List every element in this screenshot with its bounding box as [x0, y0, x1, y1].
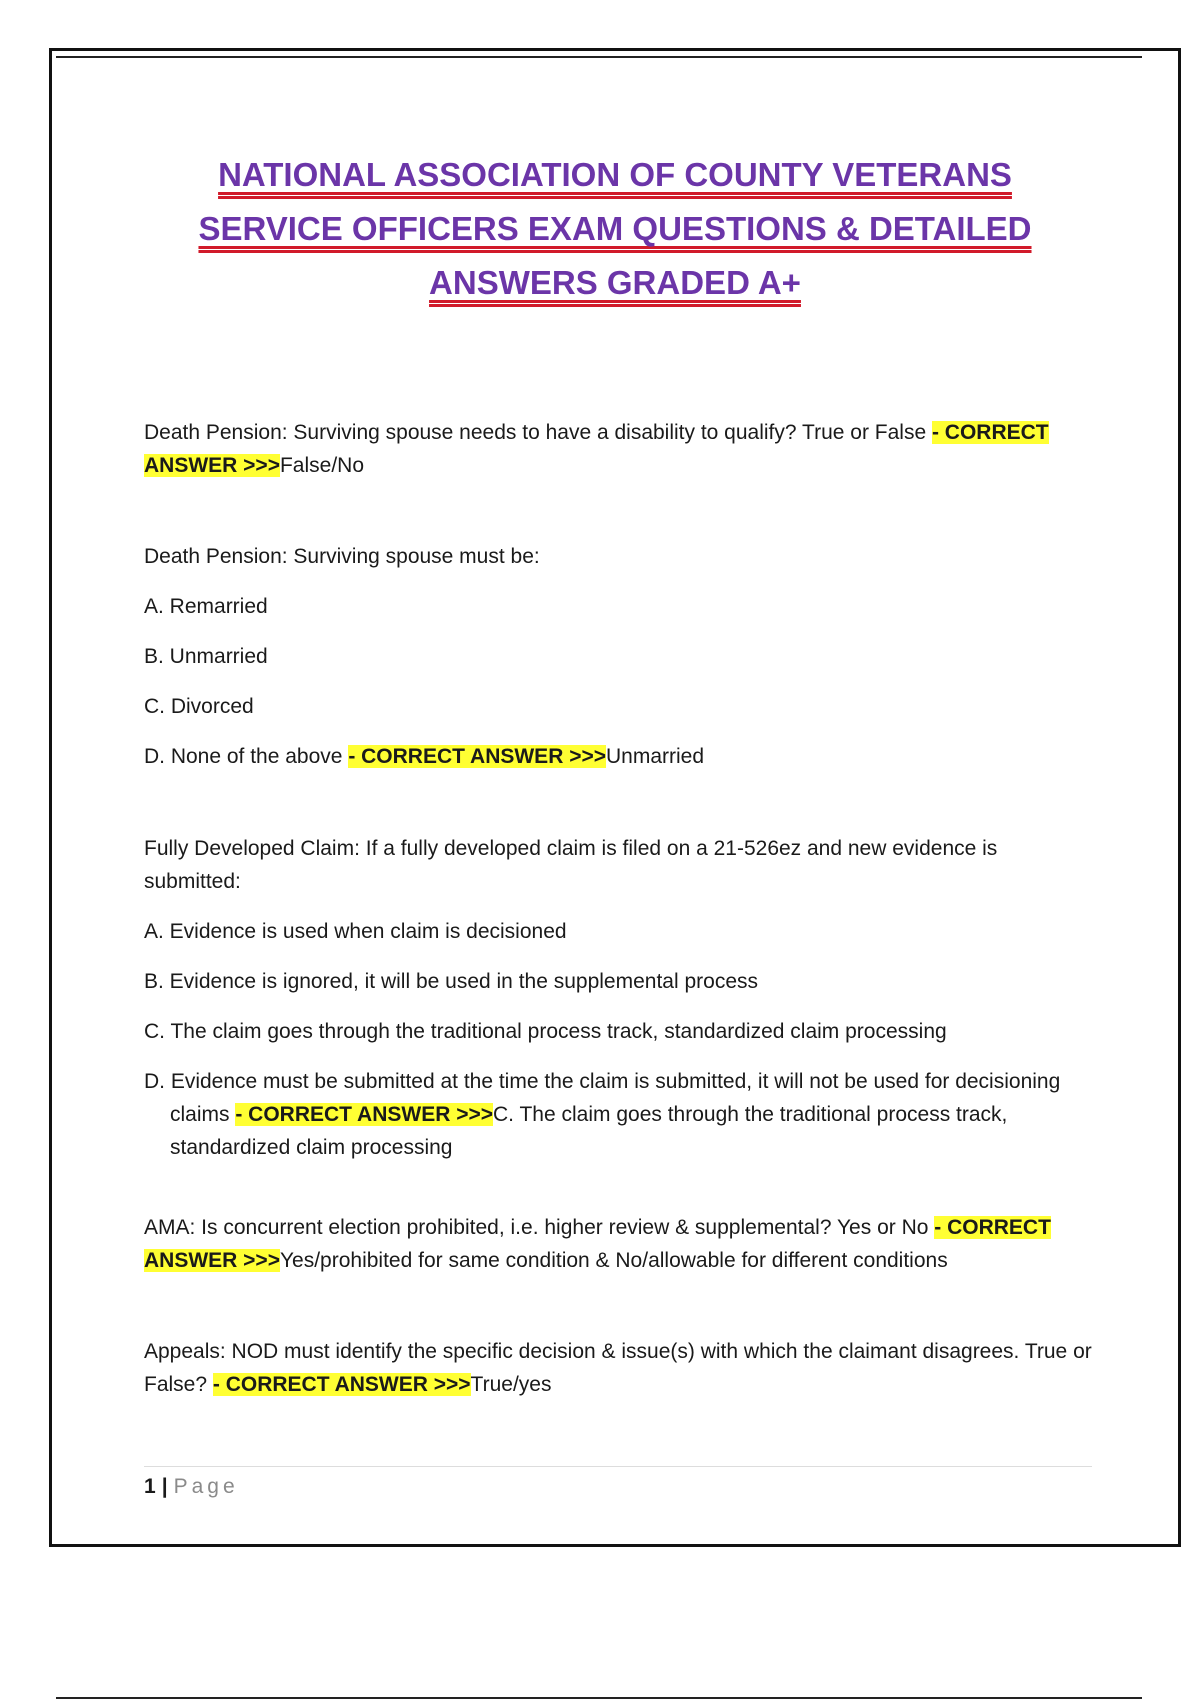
question-5: Appeals: NOD must identify the specific decision & issue(s) with which the claimant disagrees. True or False? - CORRECT ANSWER >>>True/yes	[144, 1340, 1092, 1396]
option-b: B. Unmarried	[144, 645, 268, 668]
bottom-rule	[56, 1697, 1142, 1699]
question-4: AMA: Is concurrent election prohibited, i.e. higher review & supplemental? Yes or No - CORRECT ANSWER >>>Yes/prohibited for same condition & No/allowable for different conditions	[144, 1216, 1051, 1272]
option-c: C. The claim goes through the traditional process track, standardized claim processing	[144, 1020, 947, 1043]
correct-answer-marker: - CORRECT ANSWER >>>	[235, 1103, 494, 1126]
option-d: D. Evidence must be submitted at the time the claim is submitted, it will not be used for decisioning claims - CORRECT ANSWER >>>C. The claim goes through the traditional process track, standardized claim processing	[144, 1070, 1061, 1159]
footer-separator: |	[161, 1475, 168, 1498]
correct-answer-marker: - CORRECT ANSWER >>>	[144, 421, 1049, 477]
answer-text: Yes/prohibited for same condition & No/allowable for different conditions	[279, 1249, 948, 1272]
answer-text: Unmarried	[605, 745, 705, 768]
option-c: C. Divorced	[144, 695, 254, 718]
option-d: D. None of the above - CORRECT ANSWER >>>Unmarried	[144, 745, 705, 768]
question-3: Fully Developed Claim: If a fully developed claim is filed on a 21-526ez and new evidence is submitted:	[144, 837, 998, 893]
correct-answer-marker: - CORRECT ANSWER >>>	[212, 1373, 471, 1396]
page-footer	[144, 1472, 239, 1502]
question-2: Death Pension: Surviving spouse must be:	[144, 545, 540, 568]
document-title: NATIONAL ASSOCIATION OF COUNTY VETERANS SERVICE OFFICERS EXAM QUESTIONS & DETAILED ANSWERS GRADED A+	[198, 156, 1032, 301]
answer-text: True/yes	[470, 1373, 552, 1396]
top-rule	[56, 56, 1142, 58]
document-body	[144, 416, 1094, 1401]
option-b: B. Evidence is ignored, it will be used in the supplemental process	[144, 970, 759, 993]
answer-text: C. The claim goes through the traditional process track, standardized claim processing	[170, 1103, 1008, 1159]
correct-answer-marker: - CORRECT ANSWER >>>	[348, 745, 606, 768]
page-number: 1	[144, 1475, 156, 1498]
option-a: A. Evidence is used when claim is decisioned	[144, 920, 567, 943]
question-1: Death Pension: Surviving spouse needs to have a disability to qualify? True or False - CORRECT ANSWER >>>False/No	[144, 421, 1049, 477]
correct-answer-marker: - CORRECT ANSWER >>>	[144, 1216, 1051, 1272]
page-label: Page	[173, 1475, 239, 1498]
footer-rule	[144, 1466, 1092, 1467]
answer-text: False/No	[279, 454, 364, 477]
option-a: A. Remarried	[144, 595, 268, 618]
